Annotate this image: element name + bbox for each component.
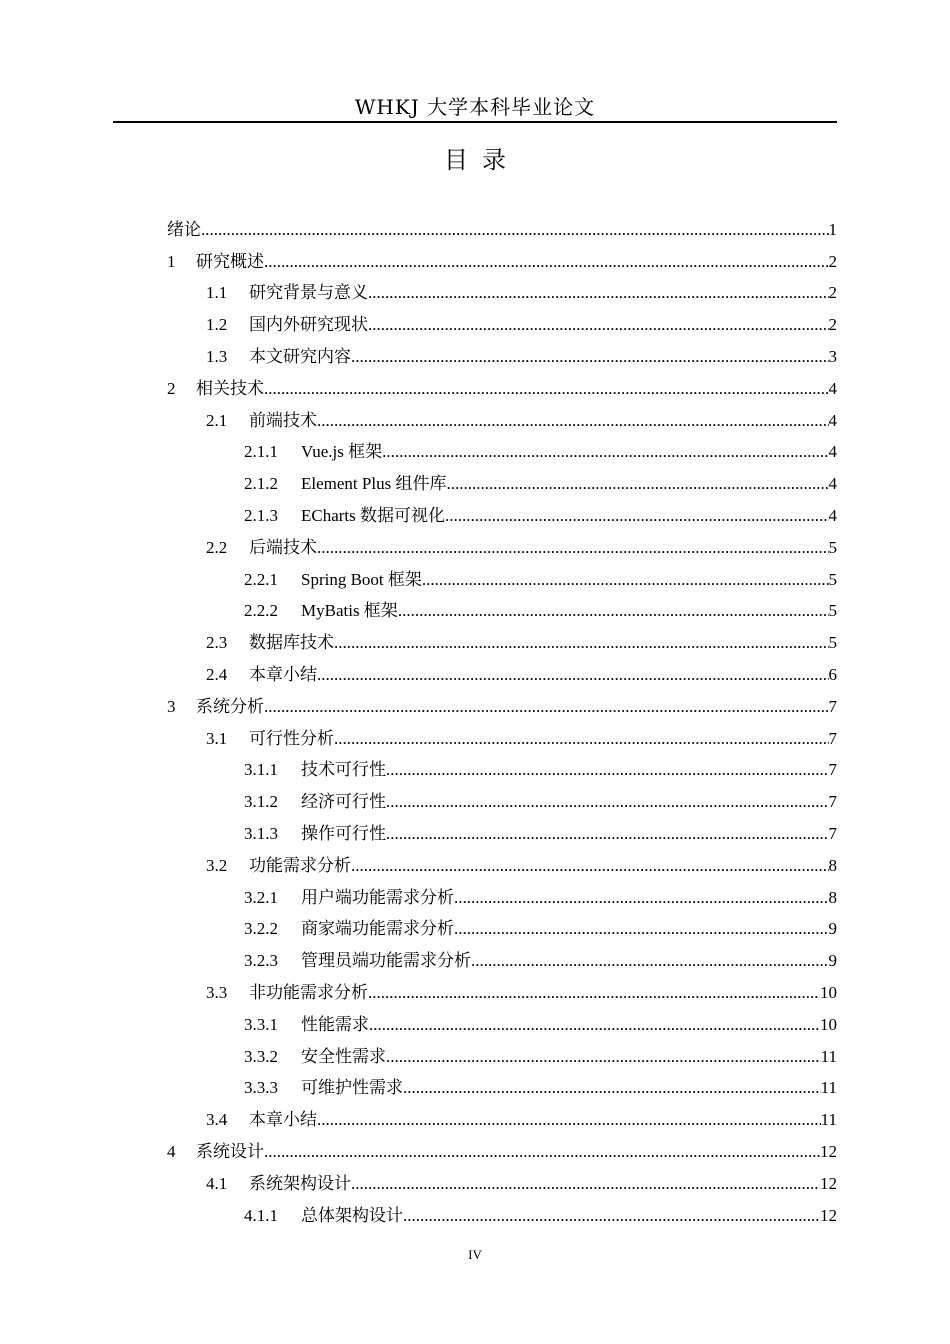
toc-entry-label: 用户端功能需求分析 [301, 887, 454, 907]
toc-dot-leader [334, 729, 829, 749]
toc-entry-page: 3 [828, 346, 837, 366]
toc-entry-label: 前端技术 [249, 410, 317, 430]
toc-entry-page: 9 [828, 951, 837, 971]
toc-entry-label: 研究概述 [196, 251, 264, 271]
toc-title: 目录 [444, 146, 520, 174]
toc-entry[interactable] [206, 309, 837, 341]
toc-entry-number: 2.1.1 [244, 442, 278, 462]
toc-dot-leader [454, 919, 829, 939]
toc-entry-number: 3.1.1 [244, 760, 278, 780]
toc-entry-label: 技术可行性 [301, 760, 386, 780]
toc-entry[interactable] [206, 850, 837, 882]
toc-entry-label: 性能需求 [301, 1014, 369, 1034]
toc-dot-leader [317, 665, 829, 685]
toc-entry-page: 11 [820, 1078, 837, 1098]
toc-dot-leader [403, 1206, 820, 1226]
toc-dot-leader [368, 315, 829, 335]
toc-entry-label: 相关技术 [196, 378, 264, 398]
toc-entry-number: 4.1 [206, 1173, 228, 1193]
toc-entry[interactable] [206, 278, 837, 310]
toc-dot-leader [317, 538, 829, 558]
toc-entry-label: 可维护性需求 [301, 1078, 403, 1098]
toc-entry-number: 1 [167, 251, 176, 271]
toc-entry-number: 3.1.2 [244, 792, 278, 812]
toc-entry-page: 9 [828, 919, 837, 939]
toc-entry-label: 非功能需求分析 [249, 982, 368, 1002]
toc-entry[interactable] [167, 246, 837, 278]
running-header [113, 92, 837, 122]
toc-entry-label: Spring Boot 框架 [301, 569, 422, 589]
toc-entry-page: 2 [828, 283, 837, 303]
toc-entry-page: 5 [828, 601, 837, 621]
toc-entry-number: 2.1.2 [244, 474, 278, 494]
toc-dot-leader [445, 506, 828, 526]
toc-entry[interactable] [244, 945, 837, 977]
toc-entry-label: 安全性需求 [301, 1046, 386, 1066]
toc-dot-leader [369, 1015, 820, 1035]
toc-entry-number: 3.2 [206, 855, 228, 875]
toc-entry-label: 可行性分析 [249, 728, 334, 748]
toc-dot-leader [351, 347, 829, 367]
toc-entry-page: 4 [828, 474, 837, 494]
toc-entry[interactable] [244, 1200, 837, 1232]
toc-entry[interactable] [244, 786, 837, 818]
toc-entry-page: 7 [828, 728, 837, 748]
toc-entry-number: 3.3 [206, 982, 228, 1002]
toc-entry-number: 3.2.2 [244, 919, 278, 939]
toc-entry[interactable] [244, 914, 837, 946]
toc-entry-label: 研究背景与意义 [249, 283, 368, 303]
toc-entry-page: 12 [820, 1173, 837, 1193]
toc-entry-page: 4 [828, 505, 837, 525]
toc-entry[interactable] [206, 1168, 837, 1200]
toc-entry-label: Vue.js 框架 [301, 442, 383, 462]
toc-dot-leader [398, 601, 829, 621]
toc-entry-number: 3.2.3 [244, 951, 278, 971]
toc-entry[interactable] [206, 341, 837, 373]
toc-entry[interactable] [244, 755, 837, 787]
toc-entry[interactable] [206, 1104, 837, 1136]
toc-dot-leader [446, 474, 828, 494]
table-of-contents [0, 214, 950, 1232]
toc-entry-label: 本章小结 [249, 1110, 317, 1130]
toc-entry-label: 系统设计 [196, 1141, 264, 1161]
toc-entry-number: 3.2.1 [244, 887, 278, 907]
toc-dot-leader [471, 951, 829, 971]
toc-entry-number: 3 [167, 696, 176, 716]
toc-dot-leader [264, 697, 829, 717]
toc-entry-label: 商家端功能需求分析 [301, 919, 454, 939]
toc-entry[interactable] [244, 1041, 837, 1073]
toc-entry-number: 2 [167, 378, 176, 398]
toc-entry-number: 2.1.3 [244, 505, 278, 525]
toc-entry-page: 2 [828, 315, 837, 335]
toc-dot-leader [382, 442, 828, 462]
toc-dot-leader [264, 379, 829, 399]
toc-entry-label: 系统分析 [196, 696, 264, 716]
toc-entry-page: 11 [820, 1046, 837, 1066]
toc-entry[interactable] [206, 405, 837, 437]
toc-dot-leader [264, 252, 829, 272]
toc-entry-page: 12 [820, 1205, 837, 1225]
toc-dot-leader [368, 983, 820, 1003]
toc-entry-number: 2.4 [206, 664, 228, 684]
toc-entry-number: 3.3.2 [244, 1046, 278, 1066]
toc-entry-label: MyBatis 框架 [301, 601, 398, 621]
toc-entry[interactable] [244, 1009, 837, 1041]
toc-dot-leader [386, 792, 829, 812]
toc-entry[interactable] [167, 214, 837, 246]
toc-entry[interactable] [244, 1073, 837, 1105]
toc-entry-number: 1.2 [206, 315, 228, 335]
running-header-title: WHKJ 大学本科毕业论文 [354, 95, 596, 119]
toc-dot-leader [317, 411, 829, 431]
toc-entry-page: 10 [820, 982, 837, 1002]
toc-entry[interactable] [167, 1136, 837, 1168]
toc-entry[interactable] [244, 437, 837, 469]
page-number: IV [468, 1247, 482, 1262]
toc-entry[interactable] [206, 659, 837, 691]
toc-dot-leader [334, 633, 829, 653]
toc-entry-label: ECharts 数据可视化 [301, 505, 446, 525]
toc-entry-number: 3.1 [206, 728, 228, 748]
toc-dot-leader [351, 856, 829, 876]
toc-dot-leader [403, 1078, 821, 1098]
toc-entry-page: 6 [828, 664, 837, 684]
toc-entry-label: 管理员端功能需求分析 [301, 951, 471, 971]
toc-entry-number: 3.3.3 [244, 1078, 278, 1098]
toc-entry[interactable] [244, 818, 837, 850]
toc-entry-label: Element Plus 组件库 [301, 474, 447, 494]
toc-entry[interactable] [244, 500, 837, 532]
toc-entry-label: 总体架构设计 [301, 1205, 403, 1225]
toc-entry-label: 系统架构设计 [249, 1173, 351, 1193]
toc-entry[interactable] [244, 882, 837, 914]
toc-entry[interactable] [167, 373, 837, 405]
toc-entry-page: 4 [828, 410, 837, 430]
toc-entry-page: 5 [828, 633, 837, 653]
toc-entry-page: 8 [828, 887, 837, 907]
toc-entry-number: 2.2.2 [244, 601, 278, 621]
toc-dot-leader [386, 760, 829, 780]
toc-entry[interactable] [244, 468, 837, 500]
toc-entry-number: 3.4 [206, 1110, 228, 1130]
toc-entry[interactable] [206, 723, 837, 755]
toc-entry-page: 2 [828, 251, 837, 271]
toc-entry-page: 7 [828, 823, 837, 843]
toc-entry-label: 经济可行性 [301, 792, 386, 812]
toc-entry-label: 后端技术 [249, 537, 317, 557]
toc-entry-page: 5 [828, 537, 837, 557]
toc-entry-label: 操作可行性 [301, 823, 386, 843]
toc-entry-page: 4 [828, 442, 837, 462]
toc-entry[interactable] [206, 627, 837, 659]
toc-dot-leader [422, 570, 829, 590]
toc-entry[interactable] [244, 564, 837, 596]
toc-dot-leader [368, 283, 829, 303]
toc-entry-number: 2.2 [206, 537, 228, 557]
toc-entry-number: 2.3 [206, 633, 228, 653]
toc-entry-number: 2.1 [206, 410, 228, 430]
toc-entry-label: 数据库技术 [249, 633, 334, 653]
toc-entry-page: 7 [828, 696, 837, 716]
toc-entry-page: 7 [828, 792, 837, 812]
toc-dot-leader [454, 888, 829, 908]
toc-dot-leader [317, 1110, 821, 1130]
toc-entry-number: 2.2.1 [244, 569, 278, 589]
header-rule [113, 121, 837, 123]
toc-entry-page: 10 [820, 1014, 837, 1034]
toc-dot-leader [386, 1047, 821, 1067]
toc-entry[interactable] [206, 977, 837, 1009]
toc-entry-label: 国内外研究现状 [249, 315, 368, 335]
toc-entry-number: 1.1 [206, 283, 228, 303]
toc-entry[interactable] [206, 532, 837, 564]
toc-entry-page: 11 [820, 1110, 837, 1130]
toc-entry[interactable] [244, 596, 837, 628]
toc-dot-leader [351, 1174, 820, 1194]
toc-dot-leader [386, 824, 829, 844]
toc-entry-label: 本章小结 [249, 664, 317, 684]
toc-entry-label: 功能需求分析 [249, 855, 351, 875]
toc-entry-number: 1.3 [206, 346, 228, 366]
toc-entry-label: 绪论 [167, 219, 201, 239]
toc-entry-page: 8 [828, 855, 837, 875]
toc-dot-leader [201, 220, 829, 240]
toc-entry-page: 1 [828, 219, 837, 239]
toc-entry-number: 4.1.1 [244, 1205, 278, 1225]
toc-dot-leader [264, 1142, 820, 1162]
toc-entry-number: 3.1.3 [244, 823, 278, 843]
toc-entry-page: 12 [820, 1141, 837, 1161]
toc-entry[interactable] [167, 691, 837, 723]
toc-entry-page: 5 [828, 569, 837, 589]
toc-entry-label: 本文研究内容 [249, 346, 351, 366]
toc-entry-page: 4 [828, 378, 837, 398]
toc-entry-number: 3.3.1 [244, 1014, 278, 1034]
toc-entry-page: 7 [828, 760, 837, 780]
toc-entry-number: 4 [167, 1141, 176, 1161]
